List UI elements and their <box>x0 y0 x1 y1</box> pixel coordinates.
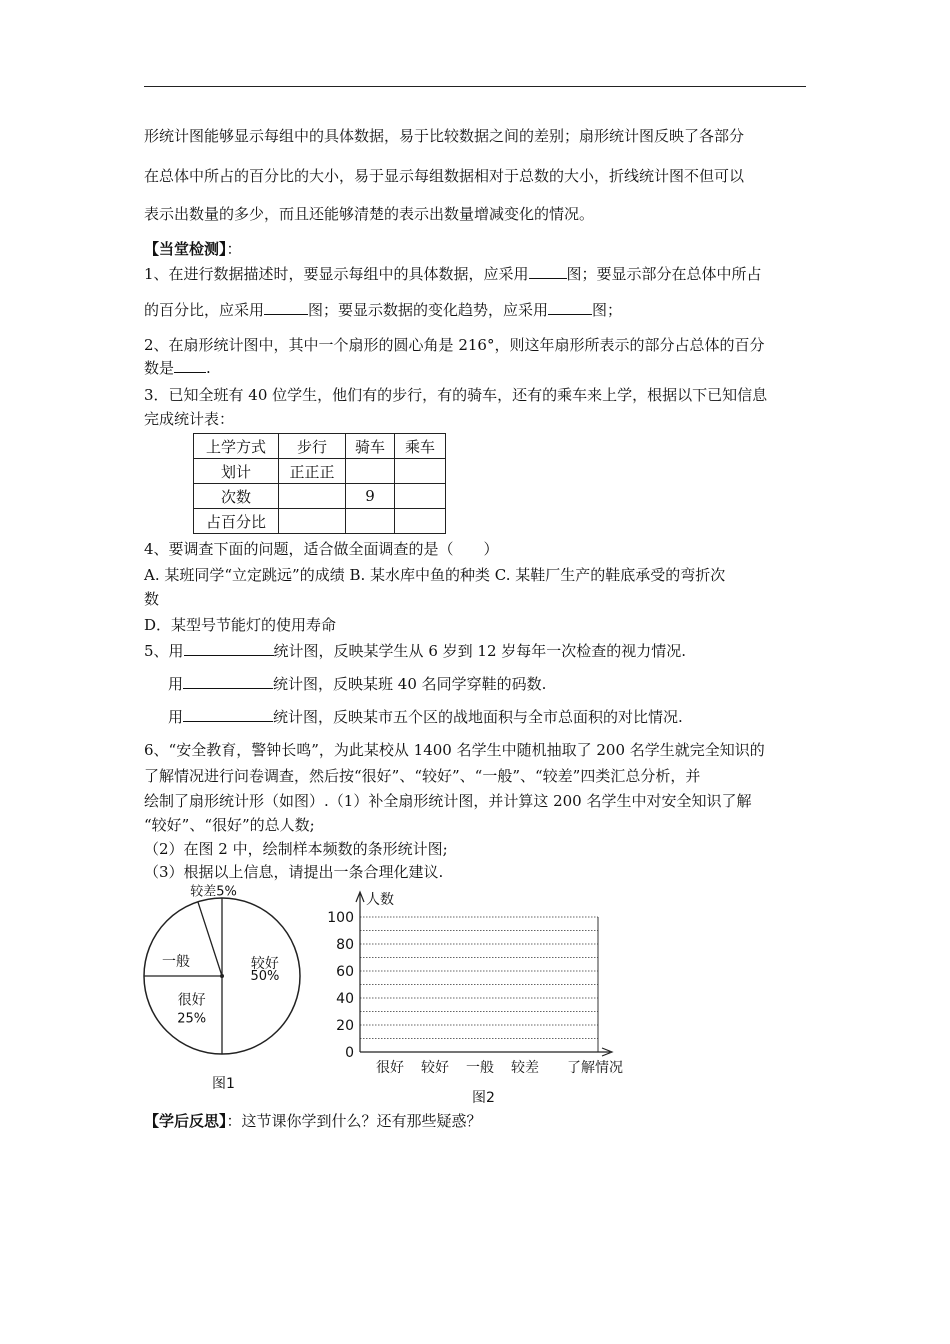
pie-chart <box>140 880 320 1060</box>
q4-options-abc: A. 某班同学“立定跳远”的成绩 B. 某水库中鱼的种类 C. 某鞋厂生产的鞋底承受的弯折次 <box>144 566 726 584</box>
q5-prefix: 用 <box>168 708 184 726</box>
table-cell: 9 <box>346 484 395 509</box>
intro-line-2: 在总体中所占的百分比的大小，易于显示每组数据相对于总数的大小，折线统计图不但可以 <box>144 167 745 185</box>
answer-blank[interactable] <box>183 706 273 722</box>
pie-label: 较好 <box>250 956 279 972</box>
y-tick-label: 0 <box>345 1045 354 1061</box>
table-cell: 次数 <box>194 484 279 509</box>
answer-blank[interactable] <box>183 673 273 689</box>
table-header-cell: 乘车 <box>395 434 446 459</box>
q3-line-1: 3．已知全班有 40 位学生，他们有的步行，有的骑车，还有的乘车来上学，根据以下已知信息 <box>144 386 768 404</box>
table-cell[interactable] <box>279 484 346 509</box>
x-axis-title: 了解情况 <box>567 1060 623 1076</box>
q4-stem: 4、要调查下面的问题，适合做全面调查的是（ ） <box>144 540 499 558</box>
stat-table <box>193 433 446 534</box>
y-axis-title: 人数 <box>366 892 394 908</box>
table-cell: 正正正 <box>279 459 346 484</box>
table-row <box>194 509 446 534</box>
section-reflect <box>144 1111 482 1131</box>
section-reflect-title: 【学后反思】 <box>144 1112 227 1130</box>
q1-text-d: 图；要显示数据的变化趋势，应采用 <box>308 301 549 319</box>
q2-line-2 <box>144 357 211 378</box>
section-check-heading <box>144 239 242 259</box>
answer-blank[interactable] <box>548 299 592 315</box>
q5-line-2 <box>168 673 546 694</box>
table-cell: 划计 <box>194 459 279 484</box>
q4-options-abc-cont: 数 <box>144 590 160 608</box>
answer-blank[interactable] <box>174 357 206 373</box>
figure2-caption: 图2 <box>472 1090 495 1106</box>
pie-value: 50% <box>250 969 280 984</box>
q6-line-4: “较好”、“很好”的总人数; <box>144 816 315 834</box>
table-header-cell: 上学方式 <box>194 434 279 459</box>
table-cell: 占百分比 <box>194 509 279 534</box>
answer-blank[interactable] <box>529 263 567 279</box>
table-row <box>194 484 446 509</box>
q1-line-2 <box>144 299 622 320</box>
q6-line-2: 了解情况进行问卷调查，然后按“很好”、“较好”、“一般”、“较差”四类汇总分析，并 <box>144 767 701 785</box>
q3-line-2: 完成统计表： <box>144 410 235 428</box>
table-cell[interactable] <box>395 459 446 484</box>
table-cell[interactable] <box>279 509 346 534</box>
q1-text-e: 图； <box>592 301 623 319</box>
section-check-suffix: ： <box>226 240 242 258</box>
q5-suffix: 统计图，反映某班 40 名同学穿鞋的码数. <box>273 675 547 693</box>
table-header-cell: 步行 <box>279 434 346 459</box>
q6-line-5: （2）在图 2 中，绘制样本频数的条形统计图; <box>144 840 448 858</box>
q1-text-c: 的百分比，应采用 <box>144 301 265 319</box>
q5-suffix: 统计图，反映某学生从 6 岁到 12 岁每年一次检查的视力情况. <box>273 642 687 660</box>
x-tick-label: 较好 <box>421 1060 449 1076</box>
section-reflect-text: ：这节课你学到什么？还有那些疑惑？ <box>226 1112 482 1130</box>
y-tick-label: 40 <box>336 991 354 1007</box>
table-cell[interactable] <box>346 459 395 484</box>
pie-center <box>220 974 224 978</box>
pie-label: 较差5% <box>190 884 237 900</box>
figure1-caption: 图1 <box>212 1076 235 1092</box>
x-tick-label: 一般 <box>466 1060 494 1076</box>
y-tick-label: 80 <box>336 937 354 953</box>
q5-line-3 <box>168 706 683 727</box>
intro-line-1: 形统计图能够显示每组中的具体数据，易于比较数据之间的差别；扇形统计图反映了各部分 <box>144 127 745 145</box>
q4-option-d: D．某型号节能灯的使用寿命 <box>144 616 337 634</box>
q5-prefix: 用 <box>168 675 184 693</box>
q2-text-b: . <box>206 359 211 377</box>
table-cell[interactable] <box>395 509 446 534</box>
table-row <box>194 459 446 484</box>
table-header-cell: 骑车 <box>346 434 395 459</box>
table-header-row <box>194 434 446 459</box>
pie-label: 一般 <box>162 954 190 970</box>
answer-blank[interactable] <box>184 640 274 656</box>
q5-line-1 <box>144 640 686 661</box>
y-tick-label: 20 <box>336 1018 354 1034</box>
y-tick-label: 100 <box>327 910 354 926</box>
answer-blank[interactable] <box>264 299 308 315</box>
x-tick-label: 很好 <box>376 1060 404 1076</box>
q5-suffix: 统计图，反映某市五个区的战地面积与全市总面积的对比情况. <box>273 708 683 726</box>
q5-prefix: 5、用 <box>144 642 184 660</box>
q6-line-1: 6、“安全教育，警钟长鸣”，为此某校从 1400 名学生中随机抽取了 200 名学生就完全知识的 <box>144 741 765 759</box>
pie-value: 25% <box>177 1011 207 1027</box>
intro-line-3: 表示出数量的多少，而且还能够清楚的表示出数量增减变化的情况。 <box>144 205 595 223</box>
q1-text-a: 1、在进行数据描述时，要显示每组中的具体数据，应采用 <box>144 265 529 283</box>
q6-line-6: （3）根据以上信息，请提出一条合理化建议. <box>144 863 444 881</box>
q2-text-a: 数是 <box>144 359 175 377</box>
bar-chart <box>320 880 640 1080</box>
y-tick-label: 60 <box>336 964 354 980</box>
q1-text-b: 图；要显示部分在总体中所占 <box>566 265 762 283</box>
q1-line-1 <box>144 263 762 284</box>
table-cell[interactable] <box>395 484 446 509</box>
section-check-title: 【当堂检测】 <box>144 240 227 258</box>
pie-label: 很好 <box>177 992 206 1009</box>
header-rule <box>144 86 806 87</box>
x-tick-label: 较差 <box>511 1060 539 1076</box>
table-cell[interactable] <box>346 509 395 534</box>
q2-line-1: 2、在扇形统计图中，其中一个扇形的圆心角是 216°，则这年扇形所表示的部分占总体的百分 <box>144 336 765 354</box>
q6-line-3: 绘制了扇形统计形（如图）.（1）补全扇形统计图，并计算这 200 名学生中对安全知识了解 <box>144 792 752 810</box>
